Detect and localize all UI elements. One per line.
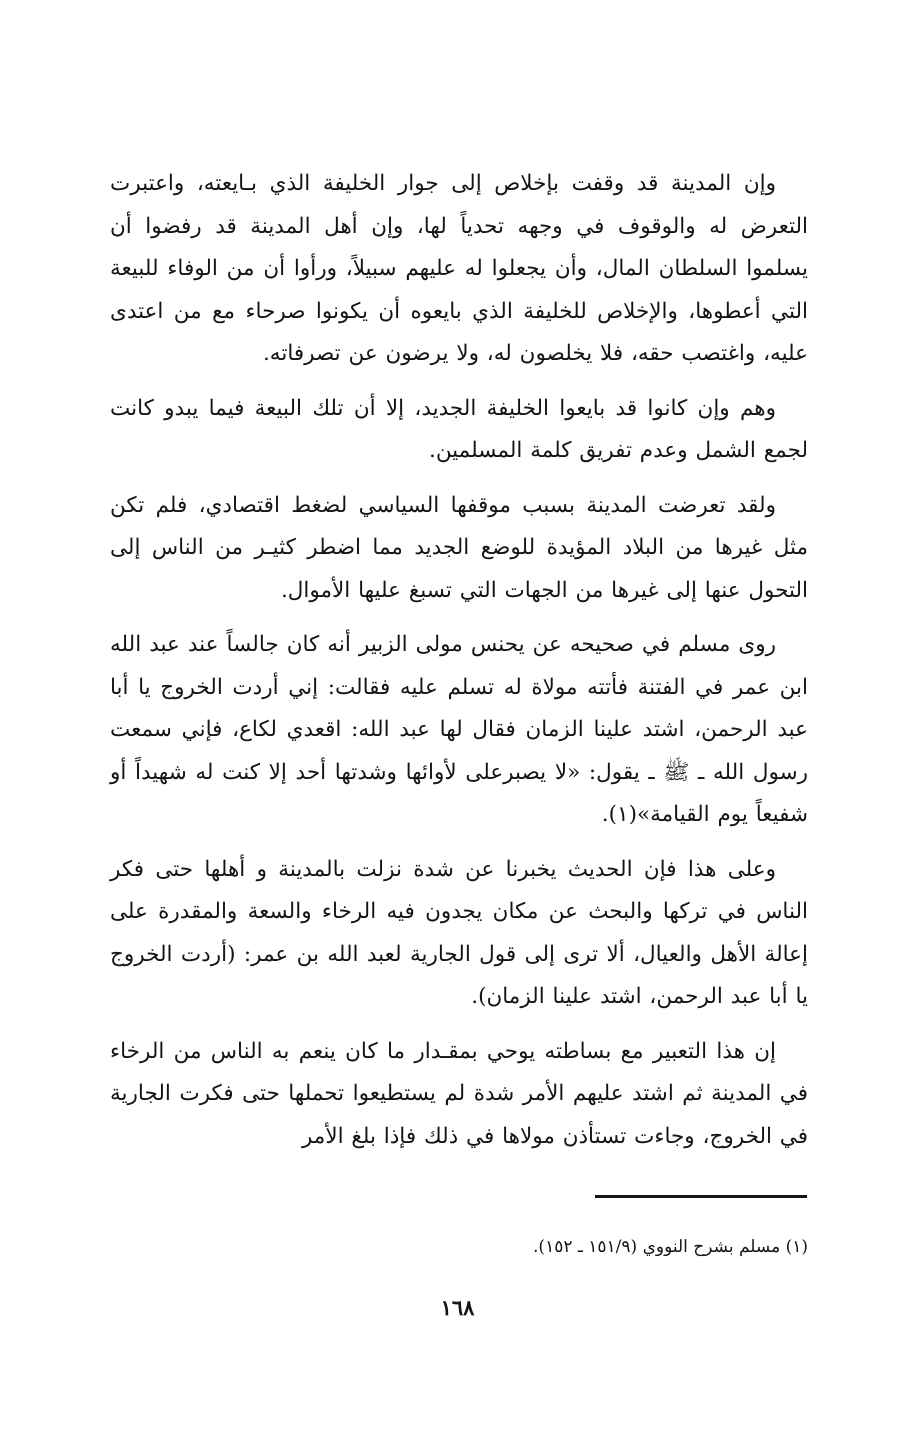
paragraph-2: وهم وإن كانوا قد بايعوا الخليفة الجديد، إلا أن تلك البيعة فيما يبدو كانت لجمع الشمل وعدم تفريق كلمة المسلمين. <box>110 395 808 463</box>
paragraph-5: وعلى هذا فإن الحديث يخبرنا عن شدة نزلت بالمدينة و أهلها حتى فكر الناس في تركها والبحث عن مكان يجدون فيه الرخاء والسعة والمقدرة على إعالة الأهل والعيال، ألا ترى إلى قول الجارية لعبد الله بن عمر: (أردت الخروج يا أبا عبد الرحمن، اشتد علينا الزمان). <box>110 856 808 1009</box>
paragraph-6: إن هذا التعبير مع بساطته يوحي بمقـدار ما كان ينعم به الناس من الرخاء في المدينة ثم اشتد عليهم الأمر شدة لم يستطيعوا تحملها حتى فكرت الجارية في الخروج، وجاءت تستأذن مولاها في ذلك فإذا بلغ الأمر <box>110 1038 808 1149</box>
body-text <box>110 163 808 1170</box>
footnote-divider <box>595 1195 807 1198</box>
paragraph-3: ولقد تعرضت المدينة بسبب موقفها السياسي لضغط اقتصادي، فلم تكن مثل غيرها من البلاد المؤيدة للوضع الجديد مما اضطر كثيـر من الناس إلى التحول عنها إلى غيرها من الجهات التي تسبغ عليها الأموال. <box>110 492 808 603</box>
paragraph-4: روى مسلم في صحيحه عن يحنس مولى الزبير أنه كان جالساً عند عبد الله ابن عمر في الفتنة فأتته مولاة له تسلم عليه فقالت: إني أردت الخروج يا أبا عبد الرحمن، اشتد علينا الزمان فقال لها عبد الله: اقعدي لكاع، فإني سمعت رسول الله ـ ﷺ ـ يقول: «لا يصبرعلى لأوائها وشدتها أحد إلا كنت له شهيداً أو شفيعاً يوم القيامة»(١). <box>110 632 808 827</box>
page-number: ١٦٨ <box>440 1295 475 1320</box>
footnote: (١) مسلم بشرح النووي (١٥١/٩ ـ ١٥٢). <box>533 1237 808 1257</box>
paragraph-1: وإن المدينة قد وقفت بإخلاص إلى جوار الخليفة الذي بـايعته، واعتبرت التعرض له والوقوف في وجهه تحدياً لها، وإن أهل المدينة قد رفضوا أن يسلموا السلطان المال، وأن يجعلوا له عليهم سبيلاً، ورأوا أن من الوفاء للبيعة التي أعطوها، والإخلاص للخليفة الذي بايعوه أن يكونوا صرحاء مع من اعتدى عليه، واغتصب حقه، فلا يخلصون له، ولا يرضون عن تصرفاته. <box>110 171 808 366</box>
